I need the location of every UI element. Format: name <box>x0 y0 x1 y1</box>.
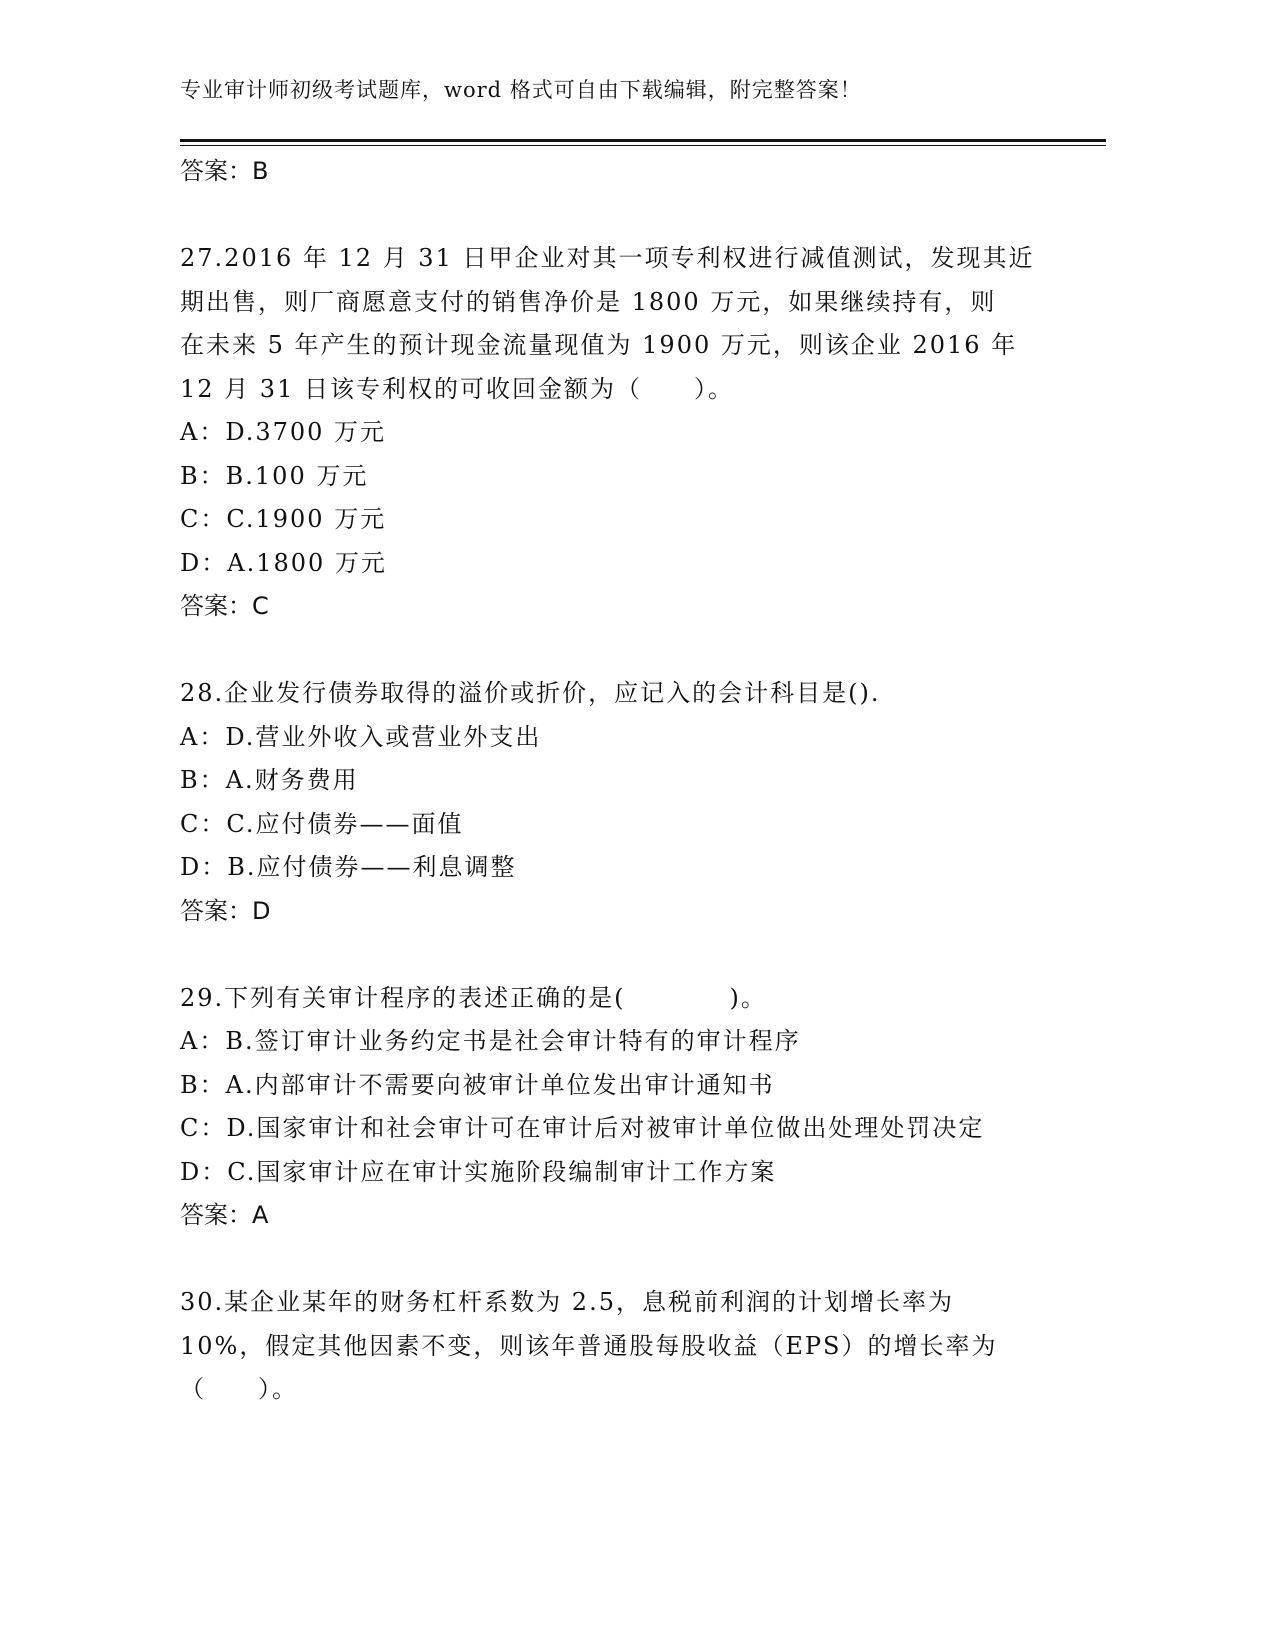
option-c: C：C.1900 万元 <box>180 505 387 533</box>
option-d: D：A.1800 万元 <box>180 548 387 577</box>
question-stem-line: 30.某企业某年的财务杠杆系数为 2.5，息税前利润的计划增长率为 <box>180 1288 954 1316</box>
question-stem-line: 期出售，则厂商愿意支付的销售净价是 1800 万元，如果继续持有，则 <box>180 287 997 316</box>
question-stem-line: 28.企业发行债券取得的溢价或折价，应记入的会计科目是(). <box>180 679 881 707</box>
question-stem-line: 29.下列有关审计程序的表述正确的是( )。 <box>180 983 767 1012</box>
option-b: B：A.财务费用 <box>180 766 359 794</box>
question-29 <box>180 977 1070 1238</box>
option-c: C：C.应付债券——面值 <box>180 809 464 838</box>
question-stem-line: （ ）。 <box>180 1375 298 1403</box>
option-a: A：D.3700 万元 <box>180 418 387 446</box>
spacer <box>180 1238 1070 1282</box>
header-rule-thin <box>180 145 1106 146</box>
question-28 <box>180 672 1070 933</box>
question-stem-line: 在未来 5 年产生的预计现金流量现值为 1900 万元，则该企业 2016 年 <box>180 331 1018 359</box>
question-stem-line: 12 月 31 日该专利权的可收回金额为（ ）。 <box>180 374 734 403</box>
answer: 答案：D <box>180 896 271 925</box>
option-a: A：D.营业外收入或营业外支出 <box>180 722 542 751</box>
option-a: A：B.签订审计业务约定书是社会审计特有的审计程序 <box>180 1027 801 1055</box>
question-27 <box>180 237 1070 629</box>
option-d: D：B.应付债券——利息调整 <box>180 853 517 881</box>
option-c: C：D.国家审计和社会审计可在审计后对被审计单位做出处理处罚决定 <box>180 1114 985 1142</box>
header-rule-thick <box>180 139 1106 142</box>
spacer <box>180 629 1070 673</box>
option-d: D：C.国家审计应在审计实施阶段编制审计工作方案 <box>180 1157 777 1186</box>
question-30 <box>180 1281 1070 1412</box>
spacer <box>180 933 1070 977</box>
question-stem-line: 27.2016 年 12 月 31 日甲企业对其一项专利权进行减值测试，发现其近 <box>180 244 1035 272</box>
document-body <box>180 150 1070 1412</box>
page-header: 专业审计师初级考试题库，word 格式可自由下载编辑，附完整答案！ <box>180 78 862 102</box>
option-b: B：A.内部审计不需要向被审计单位发出审计通知书 <box>180 1070 775 1099</box>
previous-answer: 答案：B <box>180 157 269 185</box>
answer: 答案：A <box>180 1201 269 1229</box>
answer: 答案：C <box>180 592 269 620</box>
option-b: B：B.100 万元 <box>180 461 369 490</box>
spacer <box>180 194 1070 238</box>
question-stem-line: 10%，假定其他因素不变，则该年普通股每股收益（EPS）的增长率为 <box>180 1331 998 1360</box>
